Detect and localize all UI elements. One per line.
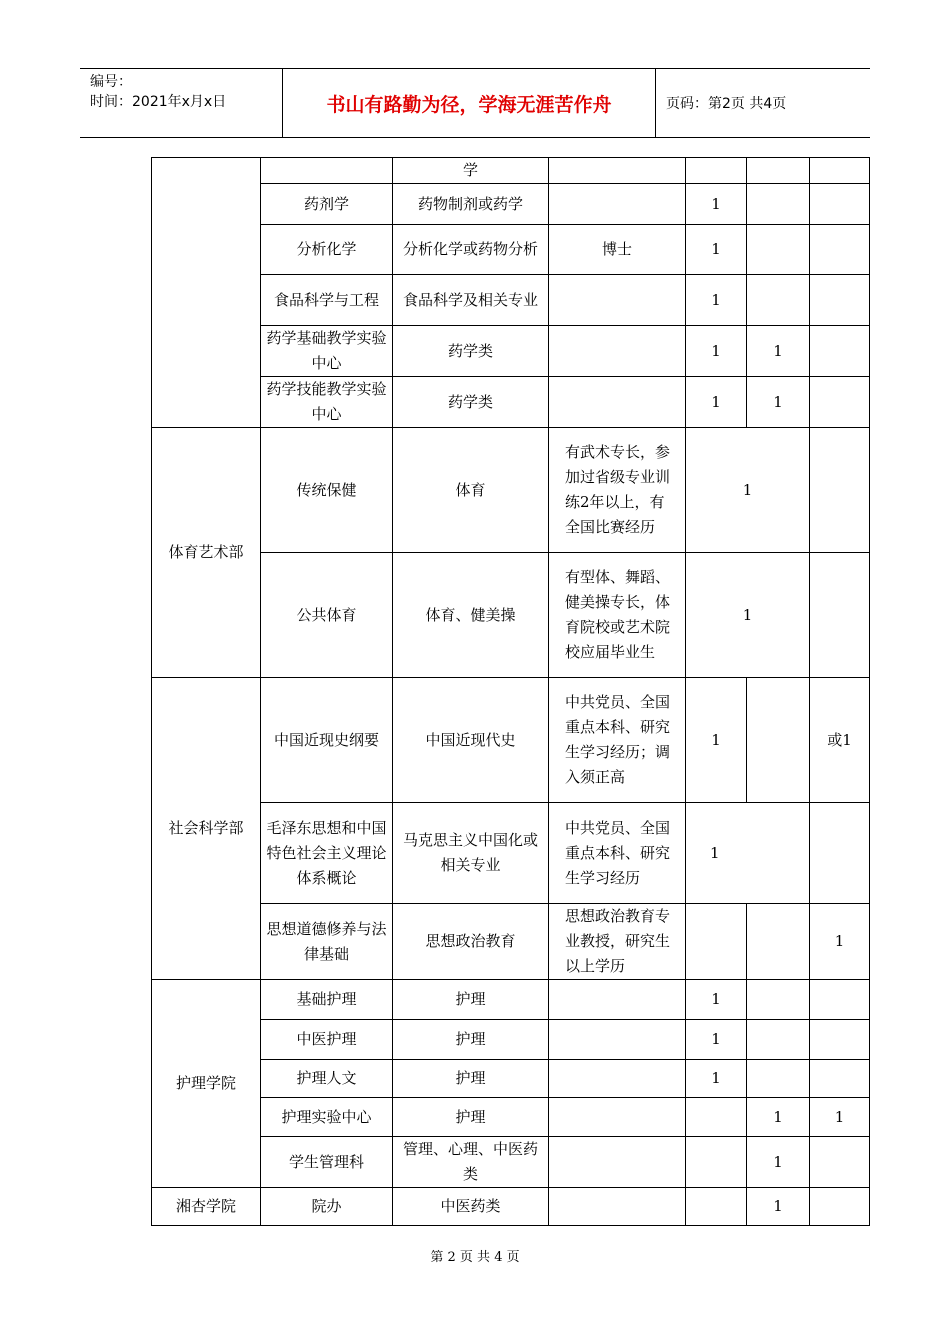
subject-cell — [261, 158, 393, 184]
subject-cell: 药剂学 — [261, 184, 393, 225]
count-cell — [810, 428, 870, 553]
count-cell — [686, 1137, 747, 1188]
requirement-cell — [549, 184, 686, 225]
count-cell: 1 — [686, 428, 810, 553]
requirement-cell: 中共党员、全国重点本科、研究生学习经历 — [549, 803, 686, 904]
dept-cell — [152, 158, 261, 428]
subject-cell: 分析化学 — [261, 225, 393, 275]
major-cell: 药物制剂或药学 — [393, 184, 549, 225]
subject-cell: 药学技能教学实验中心 — [261, 377, 393, 428]
major-cell: 分析化学或药物分析 — [393, 225, 549, 275]
major-cell: 管理、心理、中医药类 — [393, 1137, 549, 1188]
count-cell: 1 — [686, 184, 747, 225]
requirement-cell — [549, 1020, 686, 1060]
table-row — [152, 428, 870, 553]
requirement-cell — [549, 377, 686, 428]
major-cell: 药学类 — [393, 377, 549, 428]
major-cell: 护理 — [393, 980, 549, 1020]
count-cell — [810, 1188, 870, 1226]
requirement-cell: 思想政治教育专业教授，研究生以上学历 — [549, 904, 686, 980]
count-cell — [810, 158, 870, 184]
count-cell — [810, 225, 870, 275]
recruitment-table — [151, 157, 870, 1226]
table-row — [152, 980, 870, 1020]
count-cell — [810, 326, 870, 377]
major-cell: 中医药类 — [393, 1188, 549, 1226]
requirement-cell — [549, 1060, 686, 1098]
subject-cell: 食品科学与工程 — [261, 275, 393, 326]
major-cell: 药学类 — [393, 326, 549, 377]
count-cell — [810, 377, 870, 428]
subject-cell: 药学基础教学实验中心 — [261, 326, 393, 377]
doc-time-label: 时间：2021年x月x日 — [90, 94, 227, 110]
count-cell — [686, 1098, 747, 1137]
count-cell: 1 — [686, 1060, 747, 1098]
count-cell: 1 — [810, 904, 870, 980]
major-cell: 体育、健美操 — [393, 553, 549, 678]
count-cell — [810, 980, 870, 1020]
count-cell — [747, 158, 810, 184]
count-cell: 1 — [810, 1098, 870, 1137]
count-cell — [810, 553, 870, 678]
table-row — [152, 158, 870, 184]
major-cell: 学 — [393, 158, 549, 184]
dept-cell: 护理学院 — [152, 980, 261, 1188]
count-cell: 1 — [747, 377, 810, 428]
subject-cell: 护理人文 — [261, 1060, 393, 1098]
count-cell: 1 — [747, 326, 810, 377]
requirement-cell: 博士 — [549, 225, 686, 275]
dept-cell: 湘杏学院 — [152, 1188, 261, 1226]
major-cell: 体育 — [393, 428, 549, 553]
count-cell — [747, 275, 810, 326]
count-cell: 1 — [747, 1188, 810, 1226]
count-cell: 1 — [686, 225, 747, 275]
count-cell: 1 — [747, 1137, 810, 1188]
major-cell: 思想政治教育 — [393, 904, 549, 980]
count-cell — [686, 904, 747, 980]
count-cell — [747, 980, 810, 1020]
subject-cell: 传统保健 — [261, 428, 393, 553]
major-cell: 护理 — [393, 1020, 549, 1060]
count-cell — [810, 1137, 870, 1188]
subject-cell: 学生管理科 — [261, 1137, 393, 1188]
header-motto: 书山有路勤为径，学海无涯苦作舟 — [326, 93, 612, 116]
count-cell: 1 — [686, 980, 747, 1020]
header-page-number: 页码：第2页 共4页 — [666, 96, 787, 112]
count-cell — [747, 1020, 810, 1060]
subject-cell: 中国近现史纲要 — [261, 678, 393, 803]
count-cell: 或1 — [810, 678, 870, 803]
subject-cell: 护理实验中心 — [261, 1098, 393, 1137]
requirement-cell: 中共党员、全国重点本科、研究生学习经历；调入须正高 — [549, 678, 686, 803]
requirement-cell — [549, 980, 686, 1020]
count-cell — [686, 158, 747, 184]
count-cell: 1 — [686, 553, 810, 678]
major-cell: 护理 — [393, 1060, 549, 1098]
major-cell: 护理 — [393, 1098, 549, 1137]
requirement-cell — [549, 275, 686, 326]
count-cell: 1 — [686, 326, 747, 377]
subject-cell: 院办 — [261, 1188, 393, 1226]
count-cell: 1 — [686, 678, 747, 803]
count-cell — [747, 184, 810, 225]
requirement-cell: 有型体、舞蹈、健美操专长，体育院校或艺术院校应届毕业生 — [549, 553, 686, 678]
requirement-cell — [549, 1188, 686, 1226]
requirement-cell — [549, 326, 686, 377]
count-cell — [747, 678, 810, 803]
count-cell — [686, 1188, 747, 1226]
subject-cell: 公共体育 — [261, 553, 393, 678]
count-cell — [747, 904, 810, 980]
major-cell: 食品科学及相关专业 — [393, 275, 549, 326]
subject-cell: 基础护理 — [261, 980, 393, 1020]
count-cell — [810, 184, 870, 225]
count-cell: 1 — [686, 1020, 747, 1060]
table-row — [152, 678, 870, 803]
count-cell: 1 — [686, 803, 810, 904]
requirement-cell — [549, 1098, 686, 1137]
page-header — [80, 68, 870, 138]
count-cell — [747, 1060, 810, 1098]
table-row — [152, 1188, 870, 1226]
dept-cell: 社会科学部 — [152, 678, 261, 980]
requirement-cell — [549, 158, 686, 184]
count-cell: 1 — [686, 377, 747, 428]
count-cell — [810, 803, 870, 904]
requirement-cell: 有武术专长，参加过省级专业训练2年以上，有全国比赛经历 — [549, 428, 686, 553]
major-cell: 中国近现代史 — [393, 678, 549, 803]
count-cell — [810, 1060, 870, 1098]
major-cell: 马克思主义中国化或相关专业 — [393, 803, 549, 904]
count-cell — [810, 275, 870, 326]
count-cell: 1 — [686, 275, 747, 326]
requirement-cell — [549, 1137, 686, 1188]
subject-cell: 中医护理 — [261, 1020, 393, 1060]
count-cell — [810, 1020, 870, 1060]
subject-cell: 毛泽东思想和中国特色社会主义理论体系概论 — [261, 803, 393, 904]
doc-code-label: 编号： — [90, 74, 132, 90]
dept-cell: 体育艺术部 — [152, 428, 261, 678]
count-cell: 1 — [747, 1098, 810, 1137]
header-meta — [80, 69, 282, 137]
subject-cell: 思想道德修养与法律基础 — [261, 904, 393, 980]
page-footer: 第 2 页 共 4 页 — [430, 1250, 520, 1265]
header-divider — [655, 69, 656, 137]
count-cell — [747, 225, 810, 275]
